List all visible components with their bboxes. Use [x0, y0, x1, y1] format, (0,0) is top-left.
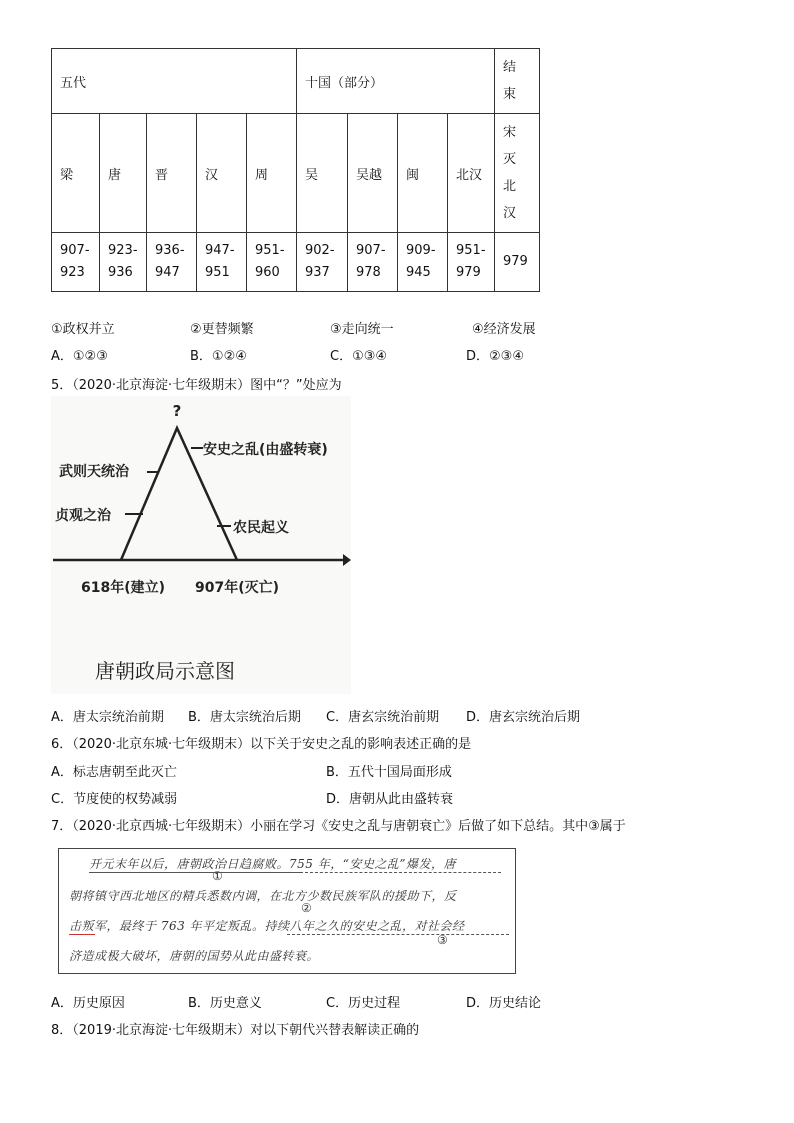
mark-3: ③	[437, 933, 448, 947]
q4-option-a[interactable]: A．①②③	[51, 349, 108, 364]
mark-2: ②	[301, 901, 312, 915]
q8-stem: 8．（2019·北京海淀·七年级期末）对以下朝代兴替表解读正确的	[51, 1023, 420, 1038]
summary-note	[58, 848, 516, 974]
dynasty-years: 951- 979	[448, 233, 495, 292]
label-peasant: 农民起义	[233, 520, 289, 536]
q5-option-b[interactable]: B．唐太宗统治后期	[188, 710, 301, 725]
q4-option-b[interactable]: B．①②④	[190, 349, 247, 364]
label-wuzetian: 武则天统治	[59, 464, 129, 480]
q7-option-b[interactable]: B．历史意义	[188, 996, 262, 1011]
q7-option-c[interactable]: C．历史过程	[326, 996, 401, 1011]
dynasty-years: 947- 951	[197, 233, 247, 292]
dynasty-table	[51, 48, 540, 292]
summary-line-1: 开元末年以后，唐朝政治日趋腐败。755 年，“安史之乱”爆发，唐	[89, 857, 456, 871]
q7-option-d[interactable]: D．历史结论	[466, 996, 542, 1011]
q7-stem: 7．（2020·北京西城·七年级期末）小丽在学习《安史之乱与唐朝衰亡》后做了如下总结。其中③属于	[51, 819, 626, 834]
timeline-arrow-icon	[343, 554, 351, 566]
dynasty-years: 936- 947	[147, 233, 197, 292]
end-year: 979	[495, 233, 540, 292]
diagram-caption: 唐朝政局示意图	[95, 659, 235, 683]
header-shiguo: 十国（部分）	[297, 49, 495, 114]
underline-1	[89, 872, 303, 873]
q5-stem: 5．（2020·北京海淀·七年级期末）图中“？”处应为	[51, 378, 342, 393]
label-start: 618年(建立)	[81, 580, 166, 596]
dynasty-years: 907- 923	[52, 233, 100, 292]
q5-option-a[interactable]: A．唐太宗统治前期	[51, 710, 164, 725]
dynasty-name: 闽	[398, 114, 448, 233]
header-wudai: 五代	[52, 49, 297, 114]
summary-line-4: 济造成极大破坏，唐朝的国势从此由盛转衰。	[69, 949, 320, 963]
dynasty-name: 晋	[147, 114, 197, 233]
underline-red	[69, 934, 95, 935]
label-anshi: 安史之乱(由盛转衰)	[203, 442, 328, 458]
q7-option-a[interactable]: A．历史原因	[51, 996, 125, 1011]
dynasty-years: 909- 945	[398, 233, 448, 292]
dynasty-name: 吴	[297, 114, 348, 233]
dynasty-name: 汉	[197, 114, 247, 233]
dynasty-name: 周	[247, 114, 297, 233]
q4-choice-3: ③走向统一	[330, 322, 394, 337]
dynasty-years: 902- 937	[297, 233, 348, 292]
q4-choice-1: ①政权并立	[51, 322, 115, 337]
dynasty-name: 唐	[100, 114, 147, 233]
label-end: 907年(灭亡)	[195, 580, 280, 596]
q6-stem: 6．（2020·北京东城·七年级期末）以下关于安史之乱的影响表述正确的是	[51, 737, 472, 752]
end-name: 宋 灭 北 汉	[495, 114, 540, 233]
underline-2	[305, 872, 501, 873]
dynasty-years: 923- 936	[100, 233, 147, 292]
label-zhenguan: 贞观之治	[55, 508, 111, 524]
dynasty-name: 吴越	[348, 114, 398, 233]
underline-3	[287, 934, 509, 935]
q4-choice-2: ②更替频繁	[190, 322, 254, 337]
tang-politics-diagram	[51, 396, 351, 694]
q6-option-a[interactable]: A．标志唐朝至此灭亡	[51, 765, 177, 780]
summary-line-2: 朝将镇守西北地区的精兵悉数内调，在北方少数民族军队的援助下，反	[69, 889, 457, 903]
mark-1: ①	[212, 869, 223, 883]
q6-option-d[interactable]: D．唐朝从此由盛转衰	[326, 792, 454, 807]
summary-line-3: 击叛军，最终于 763 年平定叛乱。持续八年之久的安史之乱，对社会经	[69, 919, 465, 933]
question-mark: ?	[172, 402, 182, 420]
q6-option-c[interactable]: C．节度使的权势减弱	[51, 792, 178, 807]
q5-option-d[interactable]: D．唐玄宗统治后期	[466, 710, 581, 725]
q4-choice-4: ④经济发展	[472, 322, 536, 337]
dynasty-name: 北汉	[448, 114, 495, 233]
q4-option-d[interactable]: D．②③④	[466, 349, 524, 364]
q5-option-c[interactable]: C．唐玄宗统治前期	[326, 710, 440, 725]
dynasty-name: 梁	[52, 114, 100, 233]
dynasty-years: 907- 978	[348, 233, 398, 292]
dynasty-years: 951- 960	[247, 233, 297, 292]
header-end: 结 束	[495, 49, 540, 114]
q4-option-c[interactable]: C．①③④	[330, 349, 388, 364]
tang-diagram-svg	[51, 396, 351, 694]
q6-option-b[interactable]: B．五代十国局面形成	[326, 765, 452, 780]
